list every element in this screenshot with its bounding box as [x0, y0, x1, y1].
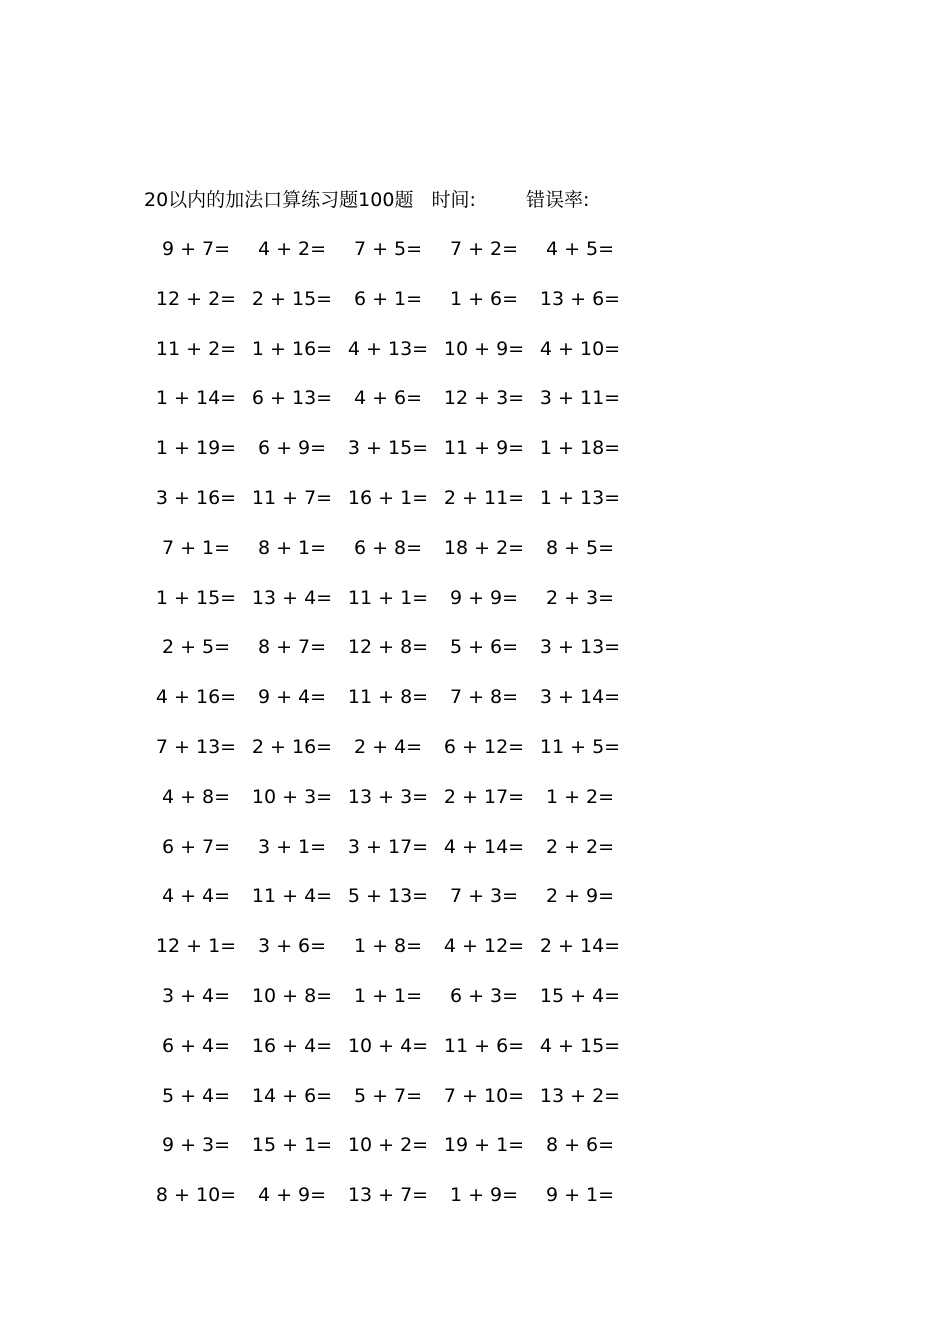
problem-item: 13 + 7= — [347, 1184, 429, 1207]
problem-item: 3 + 6= — [257, 935, 327, 958]
problem-item: 9 + 9= — [449, 586, 519, 609]
problem-item: 4 + 6= — [353, 387, 423, 410]
problem-item: 10 + 9= — [443, 337, 525, 360]
problem-item: 2 + 16= — [251, 735, 333, 758]
problem-item: 2 + 17= — [443, 785, 525, 808]
problem-item: 4 + 9= — [257, 1184, 327, 1207]
problem-item: 12 + 8= — [347, 636, 429, 659]
problem-item: 2 + 5= — [161, 636, 231, 659]
problem-item: 11 + 7= — [251, 486, 333, 509]
problem-item: 1 + 16= — [251, 337, 333, 360]
problem-item: 6 + 1= — [353, 287, 423, 310]
problem-item: 3 + 13= — [539, 636, 621, 659]
problem-item: 2 + 9= — [545, 885, 615, 908]
problem-item: 3 + 15= — [347, 437, 429, 460]
problem-item: 11 + 5= — [539, 735, 621, 758]
problem-item: 7 + 1= — [161, 536, 231, 559]
problem-item: 4 + 5= — [545, 238, 615, 260]
problem-item: 2 + 14= — [539, 935, 621, 958]
problem-item: 11 + 4= — [251, 885, 333, 908]
problem-item: 6 + 4= — [161, 1034, 231, 1057]
problem-item: 1 + 8= — [353, 935, 423, 958]
problem-item: 1 + 18= — [539, 437, 621, 460]
problem-item: 5 + 6= — [449, 636, 519, 659]
problem-item: 8 + 10= — [155, 1184, 237, 1207]
problem-item: 13 + 2= — [539, 1084, 621, 1107]
problem-item: 4 + 12= — [443, 935, 525, 958]
problem-item: 4 + 13= — [347, 337, 429, 360]
problem-item: 6 + 13= — [251, 387, 333, 410]
problem-item: 1 + 13= — [539, 486, 621, 509]
problem-item: 4 + 16= — [155, 686, 237, 709]
problem-item: 4 + 10= — [539, 337, 621, 360]
problem-item: 4 + 8= — [161, 785, 231, 808]
problem-item: 13 + 3= — [347, 785, 429, 808]
problem-item: 5 + 7= — [353, 1084, 423, 1107]
problem-item: 13 + 6= — [539, 287, 621, 310]
problem-item: 8 + 5= — [545, 536, 615, 559]
problem-item: 7 + 13= — [155, 735, 237, 758]
problem-item: 2 + 2= — [545, 835, 615, 858]
problem-item: 3 + 14= — [539, 686, 621, 709]
problem-item: 1 + 9= — [449, 1184, 519, 1207]
problem-item: 9 + 1= — [545, 1184, 615, 1207]
problem-item: 18 + 2= — [443, 536, 525, 559]
problem-item: 2 + 4= — [353, 735, 423, 758]
problem-item: 13 + 4= — [251, 586, 333, 609]
problem-item: 1 + 6= — [449, 287, 519, 310]
problem-item: 10 + 8= — [251, 984, 333, 1007]
problem-item: 6 + 3= — [449, 984, 519, 1007]
problem-item: 3 + 17= — [347, 835, 429, 858]
problem-item: 16 + 1= — [347, 486, 429, 509]
problem-item: 11 + 2= — [155, 337, 237, 360]
problem-item: 11 + 8= — [347, 686, 429, 709]
problem-item: 1 + 15= — [155, 586, 237, 609]
problem-grid — [148, 234, 628, 1230]
problem-item: 10 + 3= — [251, 785, 333, 808]
problem-item: 4 + 4= — [161, 885, 231, 908]
problem-item: 2 + 11= — [443, 486, 525, 509]
problem-item: 8 + 6= — [545, 1134, 615, 1157]
problem-item: 3 + 4= — [161, 984, 231, 1007]
problem-item: 7 + 2= — [449, 238, 519, 260]
problem-item: 4 + 15= — [539, 1034, 621, 1057]
problem-item: 10 + 4= — [347, 1034, 429, 1057]
problem-item: 11 + 6= — [443, 1034, 525, 1057]
worksheet-title: 20以内的加法口算练习题100题 — [144, 189, 414, 211]
error-rate-label: 错误率: — [525, 189, 590, 211]
problem-item: 4 + 14= — [443, 835, 525, 858]
problem-item: 11 + 1= — [347, 586, 429, 609]
problem-item: 14 + 6= — [251, 1084, 333, 1107]
problem-item: 16 + 4= — [251, 1034, 333, 1057]
problem-item: 6 + 9= — [257, 437, 327, 460]
problem-item: 12 + 2= — [155, 287, 237, 310]
problem-item: 6 + 7= — [161, 835, 231, 858]
problem-item: 2 + 3= — [545, 586, 615, 609]
problem-item: 1 + 1= — [353, 984, 423, 1007]
problem-item: 15 + 4= — [539, 984, 621, 1007]
time-label: 时间: — [431, 189, 476, 211]
problem-item: 12 + 3= — [443, 387, 525, 410]
problem-item: 15 + 1= — [251, 1134, 333, 1157]
problem-item: 7 + 3= — [449, 885, 519, 908]
problem-item: 7 + 5= — [353, 238, 423, 260]
problem-item: 19 + 1= — [443, 1134, 525, 1157]
problem-item: 9 + 7= — [161, 238, 231, 260]
problem-item: 9 + 3= — [161, 1134, 231, 1157]
problem-item: 8 + 1= — [257, 536, 327, 559]
problem-item: 4 + 2= — [257, 238, 327, 260]
problem-item: 3 + 1= — [257, 835, 327, 858]
problem-item: 8 + 7= — [257, 636, 327, 659]
problem-item: 9 + 4= — [257, 686, 327, 709]
problem-item: 7 + 8= — [449, 686, 519, 709]
problem-item: 10 + 2= — [347, 1134, 429, 1157]
worksheet-header — [144, 186, 589, 214]
problem-item: 1 + 14= — [155, 387, 237, 410]
problem-item: 1 + 2= — [545, 785, 615, 808]
problem-item: 3 + 16= — [155, 486, 237, 509]
problem-item: 5 + 4= — [161, 1084, 231, 1107]
problem-item: 11 + 9= — [443, 437, 525, 460]
problem-item: 5 + 13= — [347, 885, 429, 908]
problem-item: 7 + 10= — [443, 1084, 525, 1107]
problem-item: 2 + 15= — [251, 287, 333, 310]
problem-item: 6 + 8= — [353, 536, 423, 559]
problem-item: 3 + 11= — [539, 387, 621, 410]
problem-item: 6 + 12= — [443, 735, 525, 758]
problem-item: 12 + 1= — [155, 935, 237, 958]
problem-item: 1 + 19= — [155, 437, 237, 460]
